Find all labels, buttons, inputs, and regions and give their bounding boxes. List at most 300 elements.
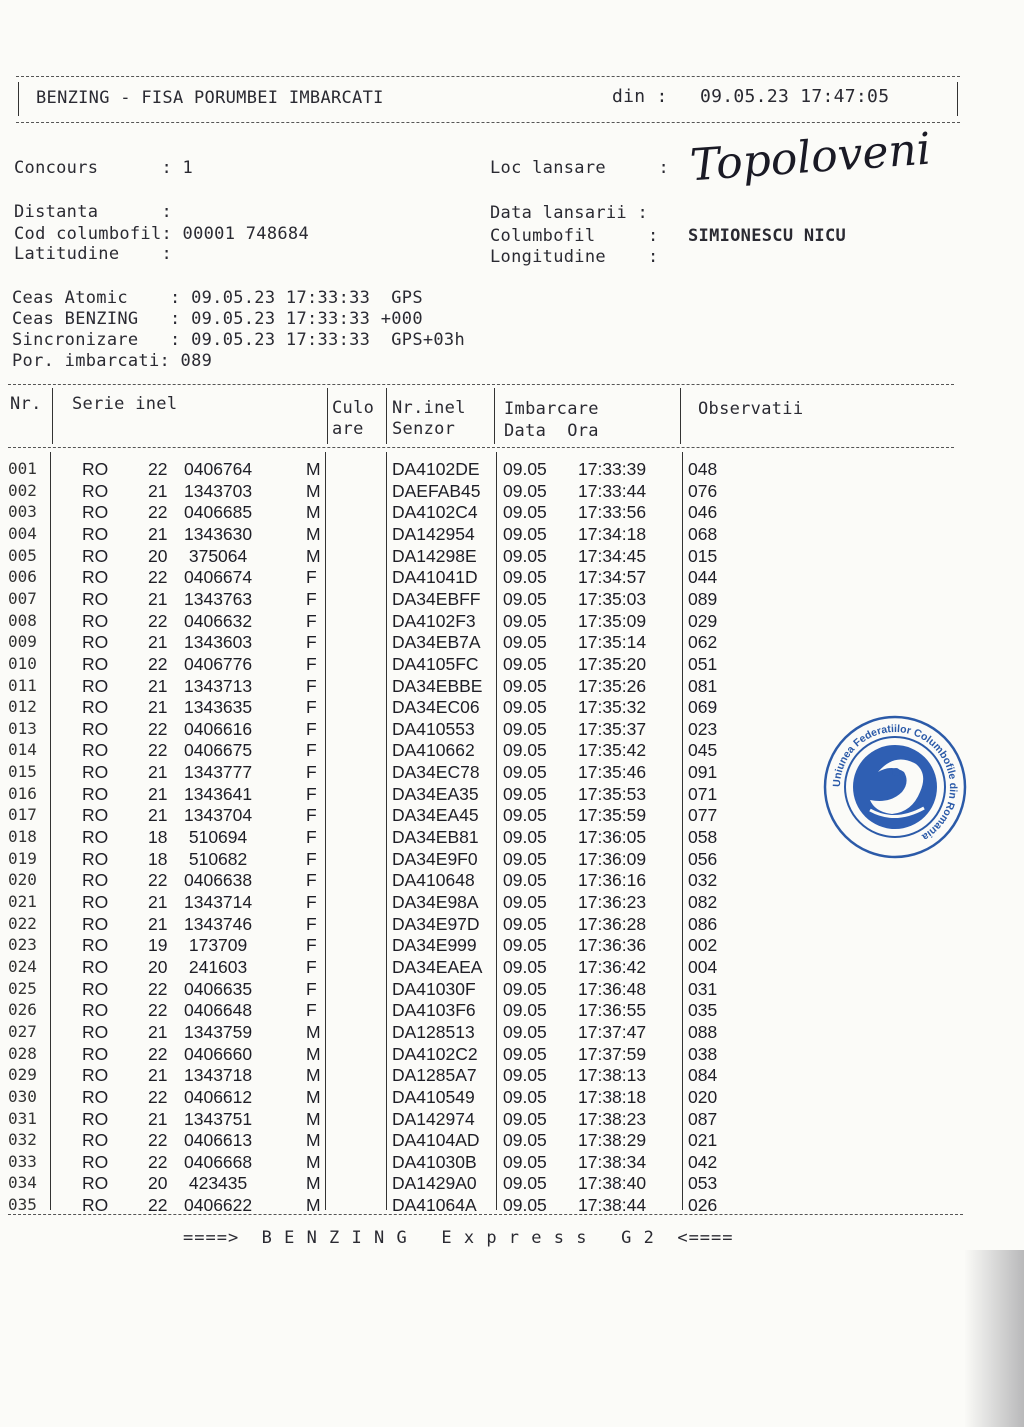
- cell-data: 09.05: [503, 675, 547, 696]
- cell-inel: 1343704: [184, 805, 253, 826]
- cell-an: 22: [148, 567, 168, 588]
- cell-ora: 17:38:44: [578, 1195, 647, 1216]
- cell-obs: 023: [688, 718, 718, 739]
- cell-inel: 1343714: [184, 892, 253, 912]
- cell-obs: 086: [688, 913, 718, 934]
- cell-sex: F: [306, 913, 317, 934]
- cell-ora: 17:38:34: [578, 1151, 647, 1172]
- cell-inel: 1343630: [184, 523, 253, 544]
- cell-sex: M: [306, 1065, 321, 1086]
- cell-senzor: DA34EA45: [392, 805, 479, 826]
- cell-senzor: DA4102DE: [392, 459, 480, 479]
- cell-obs: 087: [688, 1108, 718, 1129]
- header-nr-inel: Nr.inel: [392, 398, 466, 418]
- din-label: din :: [612, 86, 668, 107]
- cell-data: 09.05: [503, 653, 547, 674]
- cell-sex: M: [306, 1043, 321, 1064]
- cell-obs: 062: [688, 632, 718, 653]
- col-divider: [680, 388, 681, 444]
- cell-ora: 17:33:44: [578, 480, 647, 501]
- cell-obs: 081: [688, 675, 718, 696]
- loc-lansare-label: Loc lansare :: [490, 158, 670, 178]
- cell-tara: RO: [82, 567, 109, 588]
- cell-nr: 003: [8, 502, 37, 522]
- cell-an: 21: [148, 1065, 168, 1086]
- cell-sex: F: [306, 588, 317, 609]
- cell-sex: F: [306, 567, 317, 588]
- cell-nr: 013: [8, 718, 37, 738]
- cell-tara: RO: [82, 783, 109, 804]
- cell-nr: 018: [8, 827, 37, 847]
- cell-sex: M: [306, 502, 321, 523]
- cell-nr: 007: [8, 588, 37, 608]
- cell-ora: 17:37:59: [578, 1043, 647, 1064]
- cell-inel: 0406648: [184, 1000, 253, 1021]
- col-divider: [496, 452, 497, 1210]
- cell-tara: RO: [82, 956, 109, 977]
- cell-obs: 031: [688, 978, 718, 999]
- cell-senzor: DA34EAEA: [392, 956, 483, 977]
- cell-inel: 0406675: [184, 740, 253, 761]
- cell-sex: M: [306, 480, 321, 501]
- ceas-benzing-field: Ceas BENZING : 09.05.23 17:33:33 +000: [12, 309, 423, 329]
- cell-inel: 1343777: [184, 762, 253, 783]
- header-nr: Nr.: [10, 394, 42, 414]
- cell-nr: 012: [8, 697, 37, 717]
- cell-inel: 0406622: [184, 1195, 253, 1216]
- distanta-field: Distanta :: [14, 202, 173, 222]
- cell-data: 09.05: [503, 762, 547, 783]
- cell-inel: 0406668: [184, 1151, 253, 1172]
- cell-sex: F: [306, 1000, 317, 1021]
- cell-sex: F: [306, 892, 317, 912]
- cell-data: 09.05: [503, 1108, 547, 1129]
- cell-data: 09.05: [503, 783, 547, 804]
- cell-ora: 17:35:59: [578, 805, 647, 826]
- cell-data: 09.05: [503, 892, 547, 912]
- cell-an: 21: [148, 762, 168, 783]
- cell-an: 22: [148, 1086, 168, 1107]
- cell-obs: 068: [688, 523, 718, 544]
- cell-sex: F: [306, 762, 317, 783]
- cell-data: 09.05: [503, 1130, 547, 1151]
- sincronizare-field: Sincronizare : 09.05.23 17:33:33 GPS+03h: [12, 330, 465, 350]
- cell-an: 22: [148, 1043, 168, 1064]
- cell-an: 21: [148, 480, 168, 501]
- cell-ora: 17:38:23: [578, 1108, 647, 1129]
- cell-senzor: DA142954: [392, 523, 475, 544]
- cell-nr: 028: [8, 1043, 37, 1063]
- cell-inel: 510682: [184, 848, 248, 869]
- cell-senzor: DA34E98A: [392, 892, 479, 912]
- cell-senzor: DA128513: [392, 1021, 475, 1042]
- cell-nr: 019: [8, 848, 37, 868]
- cell-data: 09.05: [503, 913, 547, 934]
- cell-tara: RO: [82, 1000, 109, 1021]
- porumbei-imbarcati-field: Por. imbarcati: 089: [12, 351, 213, 371]
- cell-ora: 17:35:20: [578, 653, 647, 674]
- cell-tara: RO: [82, 1086, 109, 1107]
- cell-sex: F: [306, 956, 317, 977]
- cell-senzor: DA4103F6: [392, 1000, 476, 1021]
- cell-inel: 1343635: [184, 697, 253, 718]
- cell-an: 22: [148, 502, 168, 523]
- cell-senzor: DA41041D: [392, 567, 478, 588]
- cell-tara: RO: [82, 697, 109, 718]
- cell-ora: 17:35:37: [578, 718, 647, 739]
- cell-nr: 029: [8, 1065, 37, 1085]
- cell-ora: 17:36:42: [578, 956, 647, 977]
- cell-sex: F: [306, 783, 317, 804]
- cell-obs: 056: [688, 848, 718, 869]
- cell-data: 09.05: [503, 459, 547, 479]
- cell-senzor: DA410648: [392, 870, 475, 891]
- cell-an: 22: [148, 1130, 168, 1151]
- cell-senzor: DA4102C2: [392, 1043, 478, 1064]
- cell-data: 09.05: [503, 1151, 547, 1172]
- cell-inel: 173709: [184, 935, 248, 956]
- cell-tara: RO: [82, 1065, 109, 1086]
- cell-inel: 0406764: [184, 459, 253, 479]
- cell-nr: 020: [8, 870, 37, 890]
- cell-sex: M: [306, 459, 321, 479]
- cell-tara: RO: [82, 1021, 109, 1042]
- cell-sex: F: [306, 740, 317, 761]
- cell-obs: 038: [688, 1043, 718, 1064]
- cell-data: 09.05: [503, 1086, 547, 1107]
- cell-an: 22: [148, 740, 168, 761]
- cell-senzor: DA4102F3: [392, 610, 476, 631]
- cell-sex: F: [306, 675, 317, 696]
- cell-obs: 002: [688, 935, 718, 956]
- cell-data: 09.05: [503, 1043, 547, 1064]
- cell-senzor: DA34E999: [392, 935, 477, 956]
- cell-tara: RO: [82, 1195, 109, 1216]
- cell-nr: 015: [8, 762, 37, 782]
- cell-data: 09.05: [503, 718, 547, 739]
- header-senzor: Senzor: [392, 419, 456, 439]
- cell-obs: 021: [688, 1130, 718, 1151]
- cell-ora: 17:37:47: [578, 1021, 647, 1042]
- cell-senzor: DA34EBFF: [392, 588, 481, 609]
- cell-ora: 17:36:28: [578, 913, 647, 934]
- cell-nr: 023: [8, 935, 37, 955]
- cell-tara: RO: [82, 480, 109, 501]
- cell-inel: 1343641: [184, 783, 253, 804]
- cell-nr: 034: [8, 1173, 37, 1193]
- pigeon-seal-icon: [820, 712, 970, 862]
- print-datetime: 09.05.23 17:47:05: [700, 86, 890, 107]
- cell-an: 22: [148, 870, 168, 891]
- cell-ora: 17:35:42: [578, 740, 647, 761]
- cell-inel: 1343746: [184, 913, 253, 934]
- cell-data: 09.05: [503, 848, 547, 869]
- cell-data: 09.05: [503, 1000, 547, 1021]
- cell-nr: 016: [8, 783, 37, 803]
- cell-tara: RO: [82, 1173, 109, 1194]
- cell-tara: RO: [82, 740, 109, 761]
- cell-senzor: DA34EB81: [392, 827, 479, 848]
- cell-an: 22: [148, 1000, 168, 1021]
- cell-ora: 17:33:56: [578, 502, 647, 523]
- cell-inel: 1343603: [184, 632, 253, 653]
- cell-obs: 053: [688, 1173, 718, 1194]
- cell-nr: 030: [8, 1086, 37, 1106]
- cell-ora: 17:36:05: [578, 827, 647, 848]
- cell-nr: 033: [8, 1151, 37, 1171]
- cell-sex: M: [306, 545, 321, 566]
- cell-sex: F: [306, 610, 317, 631]
- cell-data: 09.05: [503, 805, 547, 826]
- svg-text:Uniunea Federatiilor Columbofi: Uniunea Federatiilor Columbofile din Romania: [830, 722, 960, 843]
- cell-sex: M: [306, 1130, 321, 1151]
- columbofil-label: Columbofil :: [490, 226, 659, 246]
- cell-data: 09.05: [503, 978, 547, 999]
- cell-nr: 014: [8, 740, 37, 760]
- cell-tara: RO: [82, 523, 109, 544]
- cell-tara: RO: [82, 1151, 109, 1172]
- cell-an: 19: [148, 935, 168, 956]
- cell-data: 09.05: [503, 827, 547, 848]
- cell-ora: 17:35:32: [578, 697, 647, 718]
- cell-sex: F: [306, 718, 317, 739]
- cell-ora: 17:36:09: [578, 848, 647, 869]
- cell-data: 09.05: [503, 1065, 547, 1086]
- cell-an: 20: [148, 1173, 168, 1194]
- cell-obs: 084: [688, 1065, 718, 1086]
- cell-an: 22: [148, 978, 168, 999]
- cell-inel: 0406685: [184, 502, 253, 523]
- cell-an: 21: [148, 1108, 168, 1129]
- cell-data: 09.05: [503, 1021, 547, 1042]
- cell-senzor: DA410553: [392, 718, 475, 739]
- cell-obs: 035: [688, 1000, 718, 1021]
- benzing-footer: ====> B E N Z I N G E x p r e s s G 2 <====: [183, 1228, 734, 1248]
- cell-inel: 1343713: [184, 675, 253, 696]
- cell-obs: 044: [688, 567, 718, 588]
- cell-an: 21: [148, 1021, 168, 1042]
- cell-sex: M: [306, 1021, 321, 1042]
- cell-nr: 021: [8, 892, 37, 911]
- cell-obs: 088: [688, 1021, 718, 1042]
- cell-tara: RO: [82, 675, 109, 696]
- cell-nr: 008: [8, 610, 37, 630]
- cell-an: 21: [148, 588, 168, 609]
- col-divider: [50, 452, 51, 1210]
- cell-inel: 375064: [184, 545, 248, 566]
- cell-nr: 024: [8, 956, 37, 976]
- cell-senzor: DA41030F: [392, 978, 476, 999]
- cell-data: 09.05: [503, 935, 547, 956]
- cell-data: 09.05: [503, 1173, 547, 1194]
- cell-senzor: DA1429A0: [392, 1173, 477, 1194]
- cell-inel: 1343759: [184, 1021, 253, 1042]
- columbofil-name: SIMIONESCU NICU: [688, 226, 847, 246]
- cell-senzor: DA41064A: [392, 1195, 477, 1216]
- cell-inel: 0406635: [184, 978, 253, 999]
- cell-data: 09.05: [503, 480, 547, 501]
- col-divider: [386, 388, 387, 444]
- cell-nr: 025: [8, 978, 37, 998]
- cell-an: 21: [148, 783, 168, 804]
- cell-senzor: DA34E9F0: [392, 848, 478, 869]
- cell-sex: F: [306, 632, 317, 653]
- header-left-border: [18, 82, 19, 116]
- cell-obs: 048: [688, 459, 718, 479]
- cell-senzor: DA4105FC: [392, 653, 479, 674]
- cell-inel: 0406638: [184, 870, 253, 891]
- cell-obs: 042: [688, 1151, 718, 1172]
- cell-senzor: DA4104AD: [392, 1130, 480, 1151]
- cell-inel: 0406660: [184, 1043, 253, 1064]
- data-lansarii-field: Data lansarii :: [490, 203, 649, 223]
- cell-senzor: DA410549: [392, 1086, 475, 1107]
- cell-senzor: DA4102C4: [392, 502, 478, 523]
- page-shadow: [964, 1250, 1024, 1427]
- cell-an: 18: [148, 848, 168, 869]
- cell-sex: F: [306, 653, 317, 674]
- header-observatii: Observatii: [698, 399, 804, 419]
- cell-nr: 009: [8, 632, 37, 652]
- cell-an: 20: [148, 545, 168, 566]
- cell-ora: 17:34:45: [578, 545, 647, 566]
- cell-tara: RO: [82, 610, 109, 631]
- cell-nr: 004: [8, 523, 37, 543]
- cell-ora: 17:36:23: [578, 892, 647, 912]
- cell-tara: RO: [82, 978, 109, 999]
- cell-nr: 010: [8, 653, 37, 673]
- cell-senzor: DA34EB7A: [392, 632, 481, 653]
- cell-senzor: DA34EC78: [392, 762, 480, 783]
- header-bottom-border: [16, 122, 960, 123]
- cell-senzor: DA1285A7: [392, 1065, 477, 1086]
- cell-tara: RO: [82, 459, 109, 479]
- cell-inel: 423435: [184, 1173, 248, 1194]
- cell-nr: 035: [8, 1195, 37, 1215]
- cell-inel: 1343751: [184, 1108, 253, 1129]
- cell-obs: 082: [688, 892, 718, 912]
- cell-ora: 17:36:16: [578, 870, 647, 891]
- cell-tara: RO: [82, 913, 109, 934]
- cell-data: 09.05: [503, 502, 547, 523]
- cell-sex: M: [306, 1108, 321, 1129]
- cell-sex: F: [306, 935, 317, 956]
- document-title: BENZING - FISA PORUMBEI IMBARCATI: [36, 88, 384, 108]
- cell-an: 21: [148, 913, 168, 934]
- cell-sex: F: [306, 805, 317, 826]
- cell-ora: 17:38:13: [578, 1065, 647, 1086]
- cell-tara: RO: [82, 870, 109, 891]
- cell-obs: 077: [688, 805, 718, 826]
- cell-obs: 051: [688, 653, 718, 674]
- cell-sex: F: [306, 978, 317, 999]
- cell-ora: 17:38:40: [578, 1173, 647, 1194]
- cell-senzor: DA410662: [392, 740, 475, 761]
- cell-obs: 032: [688, 870, 718, 891]
- cell-tara: RO: [82, 935, 109, 956]
- cell-an: 21: [148, 697, 168, 718]
- cell-senzor: DA142974: [392, 1108, 475, 1129]
- cell-ora: 17:34:18: [578, 523, 647, 544]
- table-top-border: [8, 384, 954, 385]
- cell-obs: 091: [688, 762, 718, 783]
- cell-inel: 241603: [184, 956, 248, 977]
- cell-data: 09.05: [503, 545, 547, 566]
- header-imbarcare: Imbarcare: [504, 399, 599, 419]
- cell-sex: M: [306, 1173, 321, 1194]
- latitudine-field: Latitudine :: [14, 244, 173, 264]
- cell-inel: 0406612: [184, 1086, 253, 1107]
- cell-tara: RO: [82, 1108, 109, 1129]
- cell-tara: RO: [82, 827, 109, 848]
- cell-senzor: DAEFAB45: [392, 480, 481, 501]
- longitudine-field: Longitudine :: [490, 247, 659, 267]
- cod-columbofil-field: Cod columbofil: 00001 748684: [14, 224, 309, 244]
- cell-ora: 17:38:18: [578, 1086, 647, 1107]
- cell-an: 18: [148, 827, 168, 848]
- cell-an: 22: [148, 610, 168, 631]
- cell-ora: 17:36:55: [578, 1000, 647, 1021]
- col-divider: [52, 388, 53, 444]
- cell-ora: 17:35:26: [578, 675, 647, 696]
- cell-sex: M: [306, 1086, 321, 1107]
- cell-obs: 071: [688, 783, 718, 804]
- cell-ora: 17:36:48: [578, 978, 647, 999]
- cell-inel: 0406632: [184, 610, 253, 631]
- cell-data: 09.05: [503, 632, 547, 653]
- cell-an: 21: [148, 892, 168, 912]
- cell-senzor: DA14298E: [392, 545, 477, 566]
- federation-stamp: [820, 712, 970, 862]
- cell-sex: F: [306, 827, 317, 848]
- header-right-border: [957, 82, 958, 116]
- cell-tara: RO: [82, 848, 109, 869]
- cell-data: 09.05: [503, 697, 547, 718]
- cell-ora: 17:33:39: [578, 459, 647, 479]
- cell-an: 22: [148, 459, 168, 479]
- cell-inel: 1343718: [184, 1065, 253, 1086]
- cell-sex: F: [306, 697, 317, 718]
- table-header-border: [8, 447, 954, 448]
- cell-nr: 022: [8, 913, 37, 933]
- cell-nr: 001: [8, 459, 37, 478]
- cell-an: 21: [148, 632, 168, 653]
- cell-an: 21: [148, 675, 168, 696]
- cell-an: 22: [148, 653, 168, 674]
- cell-sex: F: [306, 848, 317, 869]
- cell-an: 22: [148, 718, 168, 739]
- cell-an: 20: [148, 956, 168, 977]
- header-top-border: [16, 76, 960, 77]
- cell-obs: 026: [688, 1195, 718, 1216]
- cell-tara: RO: [82, 653, 109, 674]
- header-serie-inel: Serie inel: [72, 394, 178, 414]
- cell-inel: 0406613: [184, 1130, 253, 1151]
- cell-obs: 046: [688, 502, 718, 523]
- cell-inel: 0406616: [184, 718, 253, 739]
- cell-tara: RO: [82, 892, 109, 912]
- header-culoare-2: are: [332, 419, 364, 439]
- cell-nr: 026: [8, 1000, 37, 1020]
- cell-ora: 17:35:03: [578, 588, 647, 609]
- cell-obs: 020: [688, 1086, 718, 1107]
- cell-ora: 17:34:57: [578, 567, 647, 588]
- cell-obs: 029: [688, 610, 718, 631]
- cell-data: 09.05: [503, 956, 547, 977]
- col-divider: [682, 452, 683, 1210]
- cell-tara: RO: [82, 588, 109, 609]
- cell-an: 21: [148, 523, 168, 544]
